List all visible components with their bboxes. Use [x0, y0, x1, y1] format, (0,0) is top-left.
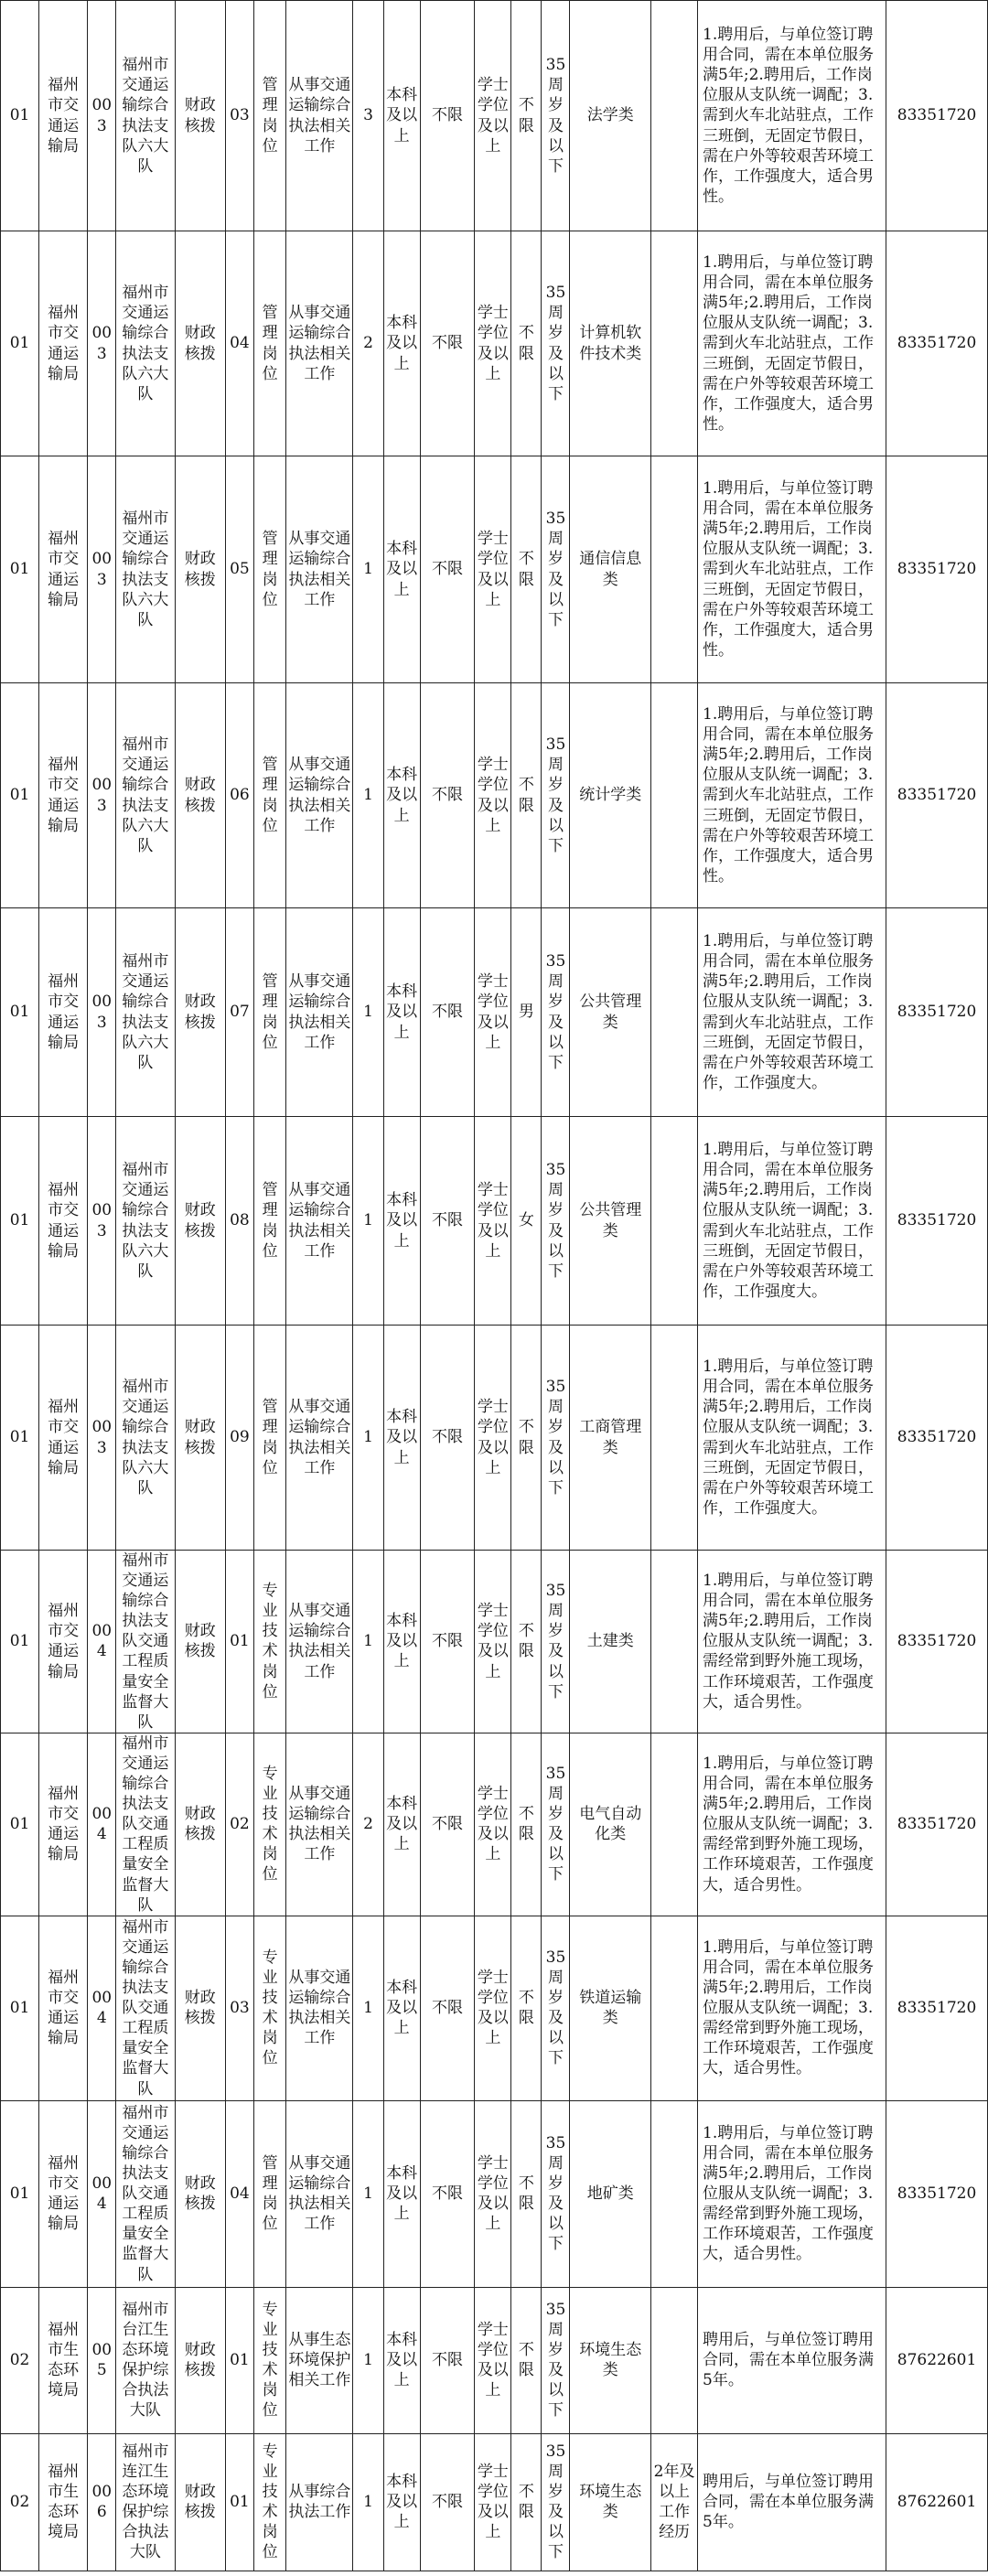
- experience-cell: [651, 231, 698, 456]
- major-cell: 通信信息类: [570, 456, 651, 683]
- table-row: [1, 1117, 988, 1326]
- major-cell: 工商管理类: [570, 1326, 651, 1551]
- unit-name-cell: 福州市交通运输综合执法支队六大队: [116, 683, 175, 908]
- duty-cell: 从事交通运输综合执法相关工作: [286, 1117, 353, 1326]
- degree-cell: 学士学位及以上: [475, 908, 511, 1117]
- gender-cell: 不限: [511, 1326, 542, 1551]
- degree-cell: 学士学位及以上: [475, 1117, 511, 1326]
- funding-cell: 财政核拨: [175, 908, 225, 1117]
- major-cell: 铁道运输类: [570, 1916, 651, 2100]
- table-row: [1, 2433, 988, 2571]
- degree-cell: 学士学位及以上: [475, 683, 511, 908]
- gender-cell: 不限: [511, 2433, 542, 2571]
- funding-cell: 财政核拨: [175, 1733, 225, 1916]
- gender-cell: 女: [511, 1117, 542, 1326]
- experience-cell: [651, 1326, 698, 1551]
- education-cell: 本科及以上: [383, 1, 420, 231]
- age-ok-cell: 不限: [420, 2287, 475, 2433]
- age-cell: 35周岁及以下: [542, 1733, 570, 1916]
- quota-cell: 1: [353, 2100, 383, 2287]
- education-cell: 本科及以上: [383, 2433, 420, 2571]
- phone-cell: 83351720: [886, 1117, 988, 1326]
- unit-name-cell: 福州市交通运输综合执法支队交通工程质量安全监督大队: [116, 1733, 175, 1916]
- post-code-cell: 01: [225, 2433, 253, 2571]
- dept-name-cell: 福州市交通运输局: [39, 1, 88, 231]
- degree-cell: 学士学位及以上: [475, 2100, 511, 2287]
- education-cell: 本科及以上: [383, 1551, 420, 1733]
- notes-cell: 聘用后，与单位签订聘用合同，需在本单位服务满5年。: [698, 2433, 886, 2571]
- gender-cell: 不限: [511, 456, 542, 683]
- duty-cell: 从事综合执法工作: [286, 2433, 353, 2571]
- duty-cell: 从事交通运输综合执法相关工作: [286, 2100, 353, 2287]
- major-cell: 统计学类: [570, 683, 651, 908]
- age-cell: 35周岁及以下: [542, 231, 570, 456]
- experience-cell: [651, 1551, 698, 1733]
- degree-cell: 学士学位及以上: [475, 2433, 511, 2571]
- dept-name-cell: 福州市交通运输局: [39, 2100, 88, 2287]
- post-code-cell: 03: [225, 1916, 253, 2100]
- education-cell: 本科及以上: [383, 1916, 420, 2100]
- gender-cell: 不限: [511, 2100, 542, 2287]
- unit-code-cell: 004: [88, 1916, 116, 2100]
- unit-code-cell: 003: [88, 908, 116, 1117]
- duty-cell: 从事交通运输综合执法相关工作: [286, 456, 353, 683]
- experience-cell: [651, 1733, 698, 1916]
- unit-name-cell: 福州市连江生态环境保护综合执法大队: [116, 2433, 175, 2571]
- duty-cell: 从事交通运输综合执法相关工作: [286, 908, 353, 1117]
- age-cell: 35周岁及以下: [542, 2433, 570, 2571]
- gender-cell: 不限: [511, 231, 542, 456]
- notes-cell: 聘用后，与单位签订聘用合同，需在本单位服务满5年。: [698, 2287, 886, 2433]
- post-type-cell: 管理岗位: [253, 2100, 285, 2287]
- experience-cell: [651, 456, 698, 683]
- education-cell: 本科及以上: [383, 683, 420, 908]
- age-ok-cell: 不限: [420, 683, 475, 908]
- age-ok-cell: 不限: [420, 1, 475, 231]
- unit-name-cell: 福州市交通运输综合执法支队交通工程质量安全监督大队: [116, 1551, 175, 1733]
- experience-cell: [651, 683, 698, 908]
- dept-name-cell: 福州市生态环境局: [39, 2287, 88, 2433]
- unit-name-cell: 福州市交通运输综合执法支队六大队: [116, 1117, 175, 1326]
- dept-code-cell: 01: [1, 1551, 39, 1733]
- dept-name-cell: 福州市交通运输局: [39, 1733, 88, 1916]
- duty-cell: 从事交通运输综合执法相关工作: [286, 1551, 353, 1733]
- funding-cell: 财政核拨: [175, 683, 225, 908]
- dept-code-cell: 01: [1, 456, 39, 683]
- education-cell: 本科及以上: [383, 1733, 420, 1916]
- degree-cell: 学士学位及以上: [475, 1916, 511, 2100]
- table-row: [1, 231, 988, 456]
- post-code-cell: 01: [225, 1551, 253, 1733]
- phone-cell: 83351720: [886, 1551, 988, 1733]
- unit-name-cell: 福州市台江生态环境保护综合执法大队: [116, 2287, 175, 2433]
- phone-cell: 83351720: [886, 1916, 988, 2100]
- post-code-cell: 04: [225, 231, 253, 456]
- duty-cell: 从事生态环境保护相关工作: [286, 2287, 353, 2433]
- table-row: [1, 1, 988, 231]
- major-cell: 电气自动化类: [570, 1733, 651, 1916]
- education-cell: 本科及以上: [383, 1326, 420, 1551]
- unit-name-cell: 福州市交通运输综合执法支队六大队: [116, 908, 175, 1117]
- experience-cell: [651, 908, 698, 1117]
- post-code-cell: 03: [225, 1, 253, 231]
- quota-cell: 1: [353, 1551, 383, 1733]
- duty-cell: 从事交通运输综合执法相关工作: [286, 683, 353, 908]
- post-code-cell: 06: [225, 683, 253, 908]
- duty-cell: 从事交通运输综合执法相关工作: [286, 1, 353, 231]
- notes-cell: 1.聘用后，与单位签订聘用合同，需在本单位服务满5年;2.聘用后，工作岗位服从支队统一调配；3.需经常到野外施工现场，工作环境艰苦，工作强度大，适合男性。: [698, 1916, 886, 2100]
- age-cell: 35周岁及以下: [542, 683, 570, 908]
- notes-cell: 1.聘用后，与单位签订聘用合同，需在本单位服务满5年;2.聘用后，工作岗位服从支队统一调配；3.需经常到野外施工现场，工作环境艰苦，工作强度大，适合男性。: [698, 1733, 886, 1916]
- age-ok-cell: 不限: [420, 1117, 475, 1326]
- phone-cell: 87622601: [886, 2287, 988, 2433]
- funding-cell: 财政核拨: [175, 231, 225, 456]
- post-type-cell: 专业技术岗位: [253, 1551, 285, 1733]
- age-ok-cell: 不限: [420, 1551, 475, 1733]
- dept-code-cell: 01: [1, 908, 39, 1117]
- duty-cell: 从事交通运输综合执法相关工作: [286, 1326, 353, 1551]
- post-code-cell: 05: [225, 456, 253, 683]
- age-ok-cell: 不限: [420, 2100, 475, 2287]
- unit-code-cell: 003: [88, 1, 116, 231]
- post-code-cell: 04: [225, 2100, 253, 2287]
- funding-cell: 财政核拨: [175, 2100, 225, 2287]
- funding-cell: 财政核拨: [175, 1, 225, 231]
- major-cell: 土建类: [570, 1551, 651, 1733]
- phone-cell: 83351720: [886, 231, 988, 456]
- unit-code-cell: 003: [88, 456, 116, 683]
- education-cell: 本科及以上: [383, 231, 420, 456]
- duty-cell: 从事交通运输综合执法相关工作: [286, 231, 353, 456]
- quota-cell: 1: [353, 2433, 383, 2571]
- unit-code-cell: 005: [88, 2287, 116, 2433]
- table-row: [1, 2287, 988, 2433]
- age-ok-cell: 不限: [420, 1326, 475, 1551]
- unit-code-cell: 004: [88, 2100, 116, 2287]
- funding-cell: 财政核拨: [175, 1551, 225, 1733]
- experience-cell: [651, 1, 698, 231]
- dept-name-cell: 福州市交通运输局: [39, 1551, 88, 1733]
- dept-name-cell: 福州市交通运输局: [39, 1326, 88, 1551]
- dept-name-cell: 福州市生态环境局: [39, 2433, 88, 2571]
- degree-cell: 学士学位及以上: [475, 1551, 511, 1733]
- dept-name-cell: 福州市交通运输局: [39, 1117, 88, 1326]
- post-code-cell: 01: [225, 2287, 253, 2433]
- dept-code-cell: 01: [1, 1, 39, 231]
- phone-cell: 83351720: [886, 456, 988, 683]
- funding-cell: 财政核拨: [175, 1117, 225, 1326]
- post-type-cell: 管理岗位: [253, 1, 285, 231]
- education-cell: 本科及以上: [383, 456, 420, 683]
- education-cell: 本科及以上: [383, 2100, 420, 2287]
- dept-code-cell: 01: [1, 1326, 39, 1551]
- gender-cell: 不限: [511, 2287, 542, 2433]
- age-cell: 35周岁及以下: [542, 1916, 570, 2100]
- experience-cell: [651, 2100, 698, 2287]
- major-cell: 地矿类: [570, 2100, 651, 2287]
- duty-cell: 从事交通运输综合执法相关工作: [286, 1733, 353, 1916]
- table-row: [1, 1326, 988, 1551]
- dept-code-cell: 02: [1, 2287, 39, 2433]
- unit-code-cell: 003: [88, 1326, 116, 1551]
- post-code-cell: 07: [225, 908, 253, 1117]
- phone-cell: 87622601: [886, 2433, 988, 2571]
- age-cell: 35周岁及以下: [542, 1326, 570, 1551]
- dept-name-cell: 福州市交通运输局: [39, 908, 88, 1117]
- dept-code-cell: 01: [1, 1117, 39, 1326]
- funding-cell: 财政核拨: [175, 1326, 225, 1551]
- quota-cell: 2: [353, 231, 383, 456]
- post-type-cell: 专业技术岗位: [253, 2433, 285, 2571]
- table-row: [1, 1551, 988, 1733]
- age-cell: 35周岁及以下: [542, 456, 570, 683]
- gender-cell: 不限: [511, 1733, 542, 1916]
- unit-name-cell: 福州市交通运输综合执法支队六大队: [116, 456, 175, 683]
- phone-cell: 83351720: [886, 1326, 988, 1551]
- major-cell: 公共管理类: [570, 908, 651, 1117]
- table-row: [1, 1916, 988, 2100]
- degree-cell: 学士学位及以上: [475, 456, 511, 683]
- age-cell: 35周岁及以下: [542, 1, 570, 231]
- age-cell: 35周岁及以下: [542, 1551, 570, 1733]
- gender-cell: 不限: [511, 683, 542, 908]
- education-cell: 本科及以上: [383, 1117, 420, 1326]
- phone-cell: 83351720: [886, 2100, 988, 2287]
- dept-code-cell: 02: [1, 2433, 39, 2571]
- unit-code-cell: 003: [88, 231, 116, 456]
- quota-cell: 1: [353, 908, 383, 1117]
- post-code-cell: 08: [225, 1117, 253, 1326]
- age-cell: 35周岁及以下: [542, 1117, 570, 1326]
- post-type-cell: 专业技术岗位: [253, 2287, 285, 2433]
- table-row: [1, 1733, 988, 1916]
- experience-cell: [651, 1117, 698, 1326]
- unit-name-cell: 福州市交通运输综合执法支队六大队: [116, 231, 175, 456]
- funding-cell: 财政核拨: [175, 2433, 225, 2571]
- notes-cell: 1.聘用后，与单位签订聘用合同，需在本单位服务满5年;2.聘用后，工作岗位服从支队统一调配；3.需经常到野外施工现场，工作环境艰苦，工作强度大，适合男性。: [698, 2100, 886, 2287]
- age-cell: 35周岁及以下: [542, 908, 570, 1117]
- unit-name-cell: 福州市交通运输综合执法支队交通工程质量安全监督大队: [116, 1916, 175, 2100]
- degree-cell: 学士学位及以上: [475, 1733, 511, 1916]
- quota-cell: 1: [353, 456, 383, 683]
- quota-cell: 2: [353, 1733, 383, 1916]
- degree-cell: 学士学位及以上: [475, 1326, 511, 1551]
- dept-name-cell: 福州市交通运输局: [39, 1916, 88, 2100]
- quota-cell: 3: [353, 1, 383, 231]
- degree-cell: 学士学位及以上: [475, 2287, 511, 2433]
- gender-cell: 不限: [511, 1, 542, 231]
- duty-cell: 从事交通运输综合执法相关工作: [286, 1916, 353, 2100]
- major-cell: 计算机软件技术类: [570, 231, 651, 456]
- gender-cell: 不限: [511, 1916, 542, 2100]
- experience-cell: [651, 2287, 698, 2433]
- age-ok-cell: 不限: [420, 231, 475, 456]
- age-ok-cell: 不限: [420, 1733, 475, 1916]
- table-row: [1, 683, 988, 908]
- dept-code-cell: 01: [1, 1733, 39, 1916]
- post-code-cell: 02: [225, 1733, 253, 1916]
- funding-cell: 财政核拨: [175, 456, 225, 683]
- degree-cell: 学士学位及以上: [475, 231, 511, 456]
- dept-code-cell: 01: [1, 2100, 39, 2287]
- major-cell: 法学类: [570, 1, 651, 231]
- post-type-cell: 专业技术岗位: [253, 1916, 285, 2100]
- table-row: [1, 456, 988, 683]
- unit-name-cell: 福州市交通运输综合执法支队六大队: [116, 1, 175, 231]
- notes-cell: 1.聘用后，与单位签订聘用合同，需在本单位服务满5年;2.聘用后，工作岗位服从支队统一调配；3.需到火车北站驻点，工作三班倒，无固定节假日，需在户外等较艰苦环境工作，工作强度大，适合男性。: [698, 1, 886, 231]
- notes-cell: 1.聘用后，与单位签订聘用合同，需在本单位服务满5年;2.聘用后，工作岗位服从支队统一调配；3.需到火车北站驻点，工作三班倒，无固定节假日，需在户外等较艰苦环境工作，工作强度大。: [698, 908, 886, 1117]
- age-cell: 35周岁及以下: [542, 2287, 570, 2433]
- major-cell: 公共管理类: [570, 1117, 651, 1326]
- unit-code-cell: 003: [88, 1117, 116, 1326]
- dept-name-cell: 福州市交通运输局: [39, 683, 88, 908]
- post-type-cell: 管理岗位: [253, 1117, 285, 1326]
- age-ok-cell: 不限: [420, 1916, 475, 2100]
- quota-cell: 1: [353, 1117, 383, 1326]
- table-row: [1, 908, 988, 1117]
- experience-cell: [651, 1916, 698, 2100]
- unit-code-cell: 003: [88, 683, 116, 908]
- phone-cell: 83351720: [886, 1, 988, 231]
- notes-cell: 1.聘用后，与单位签订聘用合同，需在本单位服务满5年;2.聘用后，工作岗位服从支队统一调配；3.需到火车北站驻点，工作三班倒，无固定节假日，需在户外等较艰苦环境工作，工作强度大。: [698, 1117, 886, 1326]
- dept-code-cell: 01: [1, 1916, 39, 2100]
- dept-name-cell: 福州市交通运输局: [39, 231, 88, 456]
- gender-cell: 男: [511, 908, 542, 1117]
- post-type-cell: 专业技术岗位: [253, 1733, 285, 1916]
- unit-code-cell: 004: [88, 1551, 116, 1733]
- unit-name-cell: 福州市交通运输综合执法支队六大队: [116, 1326, 175, 1551]
- phone-cell: 83351720: [886, 908, 988, 1117]
- notes-cell: 1.聘用后，与单位签订聘用合同，需在本单位服务满5年;2.聘用后，工作岗位服从支队统一调配；3.需到火车北站驻点，工作三班倒，无固定节假日，需在户外等较艰苦环境工作，工作强度大，适合男性。: [698, 456, 886, 683]
- notes-cell: 1.聘用后，与单位签订聘用合同，需在本单位服务满5年;2.聘用后，工作岗位服从支队统一调配；3.需到火车北站驻点，工作三班倒，无固定节假日，需在户外等较艰苦环境工作，工作强度大，适合男性。: [698, 683, 886, 908]
- degree-cell: 学士学位及以上: [475, 1, 511, 231]
- age-cell: 35周岁及以下: [542, 2100, 570, 2287]
- age-ok-cell: 不限: [420, 456, 475, 683]
- quota-cell: 1: [353, 1326, 383, 1551]
- unit-code-cell: 006: [88, 2433, 116, 2571]
- notes-cell: 1.聘用后，与单位签订聘用合同，需在本单位服务满5年;2.聘用后，工作岗位服从支队统一调配；3.需到火车北站驻点，工作三班倒，无固定节假日，需在户外等较艰苦环境工作，工作强度大，适合男性。: [698, 231, 886, 456]
- dept-code-cell: 01: [1, 683, 39, 908]
- post-type-cell: 管理岗位: [253, 456, 285, 683]
- phone-cell: 83351720: [886, 683, 988, 908]
- quota-cell: 1: [353, 683, 383, 908]
- experience-cell: 2年及以上工作经历: [651, 2433, 698, 2571]
- gender-cell: 不限: [511, 1551, 542, 1733]
- quota-cell: 1: [353, 2287, 383, 2433]
- notes-cell: 1.聘用后，与单位签订聘用合同，需在本单位服务满5年;2.聘用后，工作岗位服从支队统一调配；3.需经常到野外施工现场，工作环境艰苦，工作强度大，适合男性。: [698, 1551, 886, 1733]
- phone-cell: 83351720: [886, 1733, 988, 1916]
- age-ok-cell: 不限: [420, 2433, 475, 2571]
- unit-code-cell: 004: [88, 1733, 116, 1916]
- table-row: [1, 2100, 988, 2287]
- notes-cell: 1.聘用后，与单位签订聘用合同，需在本单位服务满5年;2.聘用后，工作岗位服从支队统一调配；3.需到火车北站驻点，工作三班倒，无固定节假日，需在户外等较艰苦环境工作，工作强度大。: [698, 1326, 886, 1551]
- post-type-cell: 管理岗位: [253, 231, 285, 456]
- major-cell: 环境生态类: [570, 2433, 651, 2571]
- funding-cell: 财政核拨: [175, 1916, 225, 2100]
- post-code-cell: 09: [225, 1326, 253, 1551]
- age-ok-cell: 不限: [420, 908, 475, 1117]
- post-type-cell: 管理岗位: [253, 683, 285, 908]
- funding-cell: 财政核拨: [175, 2287, 225, 2433]
- education-cell: 本科及以上: [383, 908, 420, 1117]
- dept-name-cell: 福州市交通运输局: [39, 456, 88, 683]
- dept-code-cell: 01: [1, 231, 39, 456]
- post-type-cell: 管理岗位: [253, 908, 285, 1117]
- education-cell: 本科及以上: [383, 2287, 420, 2433]
- post-type-cell: 管理岗位: [253, 1326, 285, 1551]
- unit-name-cell: 福州市交通运输综合执法支队交通工程质量安全监督大队: [116, 2100, 175, 2287]
- major-cell: 环境生态类: [570, 2287, 651, 2433]
- quota-cell: 1: [353, 1916, 383, 2100]
